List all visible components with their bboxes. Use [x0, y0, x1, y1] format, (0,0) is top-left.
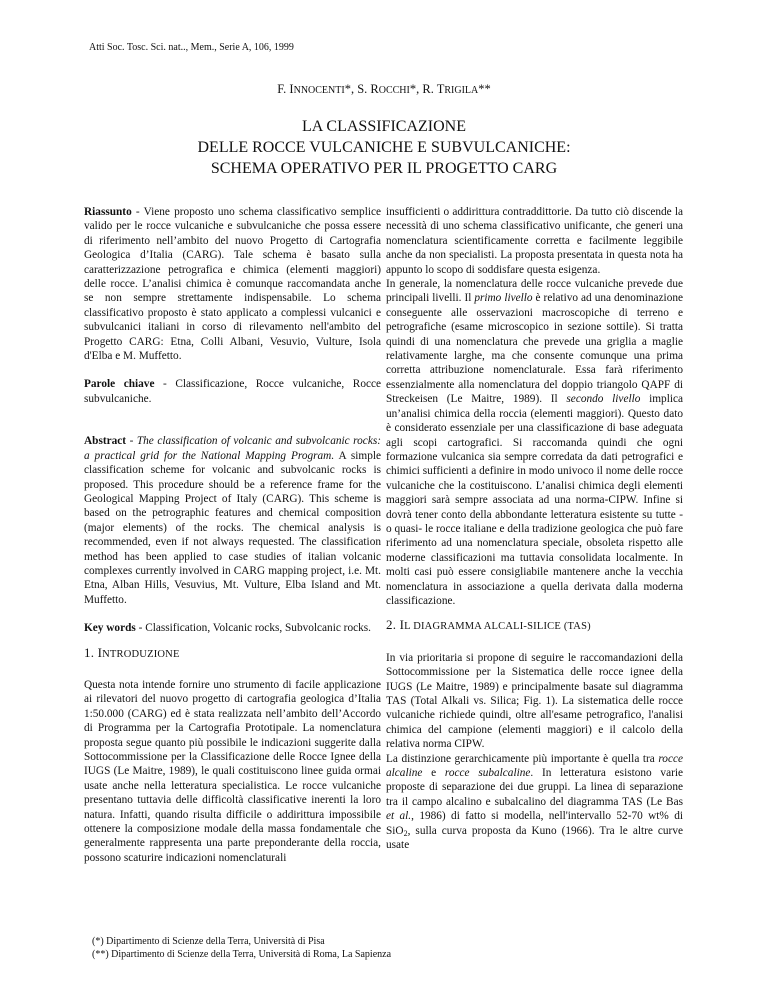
abstract-paragraph	[84, 434, 381, 607]
author-3-mark: **	[478, 82, 491, 96]
section-2-paragraph-2	[386, 752, 683, 853]
parole-chiave-paragraph	[84, 377, 381, 406]
keywords-paragraph	[84, 621, 381, 635]
s2-text-c: e	[422, 767, 445, 780]
author-2-mark: *,	[409, 82, 423, 96]
abstract-text: A simple classification scheme for volcanic and subvolcanic rocks is proposed. This procedure should be a reference frame for the Geological Mapping Project of Italy (CARG). This scheme is based on the petrographic features and chemical composition (major elements) of the rocks. The chemical analysis is recommended, even if not always requested. The classification method has been applied to case studies of italian volcanic complexes currently involved in CARG mapping project, i.e. Mt. Etna, Alban Hills, Vesuvius, Mt. Vulture, Elba Island and Mt. Muffetto.	[84, 449, 382, 606]
levels-text-e: implica un’analisi chimica della roccia (elementi maggiori). Questo dato è considerato essenziale per una classificazione di base adeguata agli scopi cartografici. Si raccomanda quindi che ogni formazione vulcanica sia sempre corredata da dati petrografici e chimici sufficienti a definire in modo univoco il nome delle rocce vulcaniche che la costituiscono. L’analisi chimica degli elementi maggiori sarà sempre associata ad una norma-CIPW. Infine si dovrà tener conto della abbondante letteratura esistente su tutte -o quasi- le rocce italiane e della tradizione geologica che può fare riferimento ad una nomenclatura speciale, obsoleta rispetto alle moderne classificazioni ma tuttavia consolidata localmente. In molti casi può essere consigliabile mantenere anche la vecchia nomenclatura in associazione a quella derivata dalla moderna classificazione.	[386, 393, 683, 607]
riassunto-text: - Viene proposto uno schema classificativo semplice valido per le rocce vulcaniche e subvulcaniche che possa essere di riferimento nell’ambito del nuovo Progetto di Cartografia Geologica d’Italia (CARG). Tale schema è basato sulla caratterizzazione petrografica e chimica (elementi maggiori) delle rocce. L’analisi chimica è comunque raccomandata anche se non sempre strettamente indispensabile. Lo schema classificativo proposto è stato applicato a complessi vulcanici e subvulcanici italiani in corso di rilevamento nell'ambito del Progetto CARG: Etna, Colli Albani, Vesuvio, Vulture, Isola d'Elba e M. Muffetto.	[84, 206, 381, 363]
footnote-1: (*) Dipartimento di Scienze della Terra, Università di Pisa	[92, 936, 325, 947]
s2-text-e: . In letteratura esistono varie proposte di separazione dei due gruppi. La linea di separazione tra il campo alcalino e subalcalino del diagramma TAS (Le Bas	[386, 767, 684, 808]
author-3-name: RIGILA	[444, 85, 479, 96]
author-2-initial: S. R	[357, 82, 379, 96]
s2-subscript: 2	[403, 828, 408, 838]
s2-et-al: et al.	[386, 810, 412, 823]
section-2-title: L DIAGRAMMA ALCALI-SILICE (TAS)	[404, 621, 591, 633]
title-line-3: SCHEMA OPERATIVO PER IL PROGETTO CARG	[210, 160, 558, 177]
s2-text-a: La distinzione gerarchicamente più importante è quella tra	[386, 752, 659, 765]
section-2-paragraph-1: In via prioritaria si propone di seguire le raccomandazioni della Sottocommissione per la Sistematica delle rocce ignee della IUGS (Le Maitre, 1989) e principalmente basate sul diagramma TAS (Total Alkali vs. Silica; Fig. 1). La sistematica delle rocce vulcaniche richiede quindi, oltre all'esame petrografico, l'analisi chimica del campione (elementi maggiori) e il calcolo della relativa norma CIPW.	[386, 651, 683, 751]
section-1-title: NTRODUZIONE	[102, 648, 180, 660]
intro-continuation: insufficienti o addirittura contraddittorie. Da tutto ciò discende la necessità di uno schema classificativo unificante, che generi una nomenclatura scientificamente corretta e facilmente leggibile anche da non specialisti. La proposta presentata in questa nota ha appunto lo scopo di soddisfare questa esigenza.	[386, 206, 683, 276]
paper-title	[0, 116, 768, 179]
author-1-mark: *,	[344, 82, 358, 96]
abstract-title: - The classification of volcanic and subvolcanic rocks: a practical grid for the National Mapping Program.	[84, 435, 381, 462]
footnotes	[92, 935, 391, 961]
s2-rocce-alcaline: rocce alcaline	[386, 752, 683, 780]
section-1-number: 1. I	[84, 644, 103, 660]
section-1-heading	[84, 646, 381, 662]
journal-citation: Atti Soc. Tosc. Sci. nat.., Mem., Serie A, 106, 1999	[89, 42, 294, 53]
s2-text-g: , 1986) di fatto si modella, nell'intervallo 52-70 wt% di SiO	[386, 810, 683, 837]
levels-text-c: è relativo ad una denominazione conseguente alle osservazioni macroscopiche di terreno e petrografiche (esame microscopico in sezione sottile). Si tratta quindi di una nomenclatura che prevede una griglia a maglie relativamente larghe, ma che consente comunque una prima corretta attribuzione nomenclaturale. Essa farà riferimento essenzialmente alla nomenclatura del doppio triangolo QAPF di Streckeisen (Le Maitre, 1989). Il	[386, 292, 684, 406]
title-line-2: DELLE ROCCE VULCANICHE E SUBVULCANICHE:	[197, 139, 571, 156]
author-1-initial: F. I	[277, 82, 294, 96]
levels-primo: primo livello	[474, 292, 533, 305]
author-2-name: OCCHI	[378, 85, 410, 96]
riassunto-paragraph	[84, 205, 381, 363]
riassunto-label: Riassunto	[84, 206, 132, 218]
author-1-name: NNOCENTI	[293, 85, 345, 96]
abstract-label: Abstract	[84, 435, 127, 448]
left-column	[84, 205, 381, 865]
section-2-heading	[386, 618, 683, 634]
title-line-1: LA CLASSIFICAZIONE	[301, 118, 466, 135]
section-2-number: 2. I	[386, 617, 405, 633]
keywords-text: - Classification, Volcanic rocks, Subvolcanic rocks.	[135, 622, 371, 635]
author-3-initial: R. T	[422, 82, 445, 96]
keywords-label: Key words	[84, 622, 136, 635]
section-1-text: Questa nota intende fornire uno strumento di facile applicazione ai rilevatori del nuovo progetto di cartografia geologica d’Italia 1:50.000 (CARG) ed è stata realizzata nell’ambito dell’Accordo di Programma per la Cartografia Prototipale. La nomenclatura proposta segue quanto più possibile le indicazioni suggerite dalla Sottocommissione per la Classificazione delle Rocce Ignee della IUGS (Le Maitre, 1989), le quali costituiscono linee guida ormai usate anche nella letteratura specialistica. Le rocce vulcaniche presentano tuttavia delle difficoltà classificative inerenti la loro natura. Infatti, quando risulta difficile o addirittura impossibile ottenere la composizione modale della massa fondamentale che generalmente rappresenta una parte preponderante della roccia, possono scaturire indicazioni nomenclaturali	[84, 678, 381, 864]
footnote-2: (**) Dipartimento di Scienze della Terra, Università di Roma, La Sapienza	[92, 949, 392, 960]
levels-text-a: In generale, la nomenclatura delle rocce vulcaniche prevede due principali livelli. Il	[386, 278, 683, 305]
s2-text-h: , sulla curva proposta da Kuno (1966). Tra le altre curve usate	[386, 824, 683, 852]
levels-paragraph	[386, 277, 683, 608]
levels-secondo: secondo livello	[566, 393, 641, 406]
author-line	[0, 82, 768, 97]
parole-chiave-text: - Classificazione, Rocce vulcaniche, Rocce subvulcaniche.	[84, 378, 382, 405]
parole-chiave-label: Parole chiave	[84, 378, 155, 391]
right-column	[386, 205, 683, 852]
s2-rocce-subalcaline: rocce subalcaline	[444, 767, 531, 780]
